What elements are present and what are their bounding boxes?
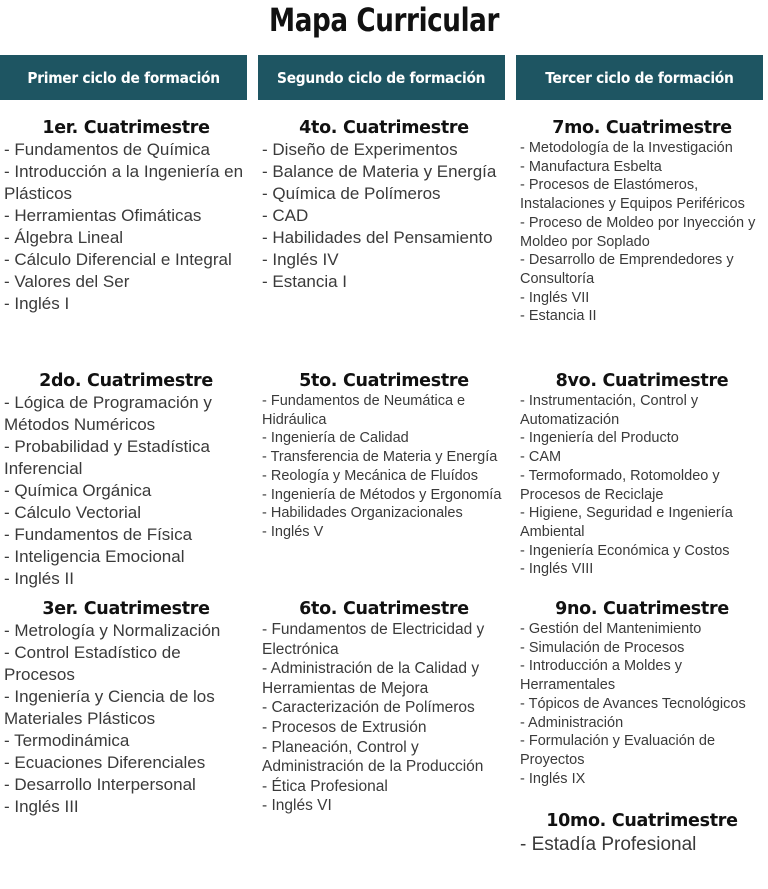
course-list [520,832,764,858]
course-list [4,139,248,315]
course-item: - Valores del Ser [4,272,130,291]
course-item: - Planeación, Control y Administración de la Producción [262,738,484,776]
course-item: - Fundamentos de Física [4,525,193,544]
course-list [262,392,506,542]
course-item: - Termoformado, Rotomoldeo y Procesos de Reciclaje [520,467,720,503]
course-item: - Inglés III [4,797,79,816]
course-list [4,620,248,818]
course-item: - Desarrollo Interpersonal [4,775,196,794]
term-title: 1er. Cuatrimestre [42,118,210,138]
term-block-2 [4,370,248,590]
term-title: 7mo. Cuatrimestre [552,118,732,138]
term-title: 5to. Cuatrimestre [299,371,469,391]
course-item: - Ingeniería de Calidad [262,430,409,447]
cycle-column-3 [516,55,763,855]
course-item: - Ingeniería y Ciencia de los Materiales Plásticos [4,687,215,728]
course-item: - Ingeniería Económica y Costos [520,542,730,559]
course-item: - Química Orgánica [4,481,152,500]
course-item: - Ingeniería del Producto [520,430,679,447]
cycle-column-2 [258,55,505,815]
term-block-4 [262,117,506,293]
course-item: - Habilidades Organizacionales [262,505,463,522]
term-block-5 [262,370,506,542]
course-item: - Herramientas Ofimáticas [4,206,202,225]
course-item: - Formulación y Evaluación de Proyectos [520,733,716,768]
course-item: - Introducción a la Ingeniería en Plásticos [4,162,244,203]
term-title: 3er. Cuatrimestre [42,599,210,619]
course-item: - Balance de Materia y Energía [262,162,497,181]
course-item: - Desarrollo de Emprendedores y Consultoría [520,252,734,287]
course-item: - Simulación de Procesos [520,639,685,656]
course-item: - Estancia II [520,308,597,325]
cycle-header-label: Primer ciclo de formación [27,68,220,87]
course-list [262,620,506,816]
course-item: - Habilidades del Pensamiento [262,228,493,247]
course-item: - Álgebra Lineal [4,228,124,247]
course-item: - Fundamentos de Neumática e Hidráulica [262,393,466,428]
term-title: 10mo. Cuatrimestre [546,811,738,831]
course-item: - Estancia I [262,272,348,291]
course-list [520,392,764,579]
course-item: - Inglés V [262,523,324,540]
course-item: - Inglés II [4,569,74,588]
course-item: - Cálculo Diferencial e Integral [4,250,232,269]
course-list [520,620,764,788]
term-title: 2do. Cuatrimestre [39,371,213,391]
course-item: - Probabilidad y Estadística Inferencial [4,437,210,478]
course-list [262,139,506,293]
term-title: 4to. Cuatrimestre [299,118,469,138]
course-item: - Proceso de Moldeo por Inyección y Moldeo por Soplado [520,214,756,250]
term-block-8 [520,370,764,579]
course-item: - Tópicos de Avances Tecnológicos [520,695,746,712]
course-item: - Química de Polímeros [262,184,441,203]
cycle-column-1 [0,55,247,816]
term-block-7 [520,117,764,326]
course-item: - Fundamentos de Química [4,140,210,159]
course-item: - Metrología y Normalización [4,621,221,640]
course-item: - Reología y Mecánica de Fluídos [262,467,478,484]
course-item: - Introducción a Moldes y Herramentales [520,658,682,694]
course-item: - Ecuaciones Diferenciales [4,753,206,772]
course-item: - Lógica de Programación y Métodos Numéricos [4,393,212,434]
term-block-1 [4,117,248,315]
course-item: - Ética Profesional [262,777,388,795]
course-item: - Control Estadístico de Procesos [4,643,181,684]
course-item: - Inteligencia Emocional [4,547,185,566]
course-item: - Inglés VII [520,289,590,306]
term-title: 6to. Cuatrimestre [299,599,469,619]
course-item: - Fundamentos de Electricidad y Electrónica [262,621,485,658]
course-item: - Inglés IX [520,770,586,787]
term-block-3 [4,598,248,818]
cycle-header [258,55,505,100]
term-block-10 [520,810,764,858]
term-title: 8vo. Cuatrimestre [555,371,729,391]
course-item: - Termodinámica [4,731,130,750]
course-item: - Cálculo Vectorial [4,503,142,522]
course-item: - CAM [520,449,562,466]
course-item: - Procesos de Extrusión [262,718,427,736]
course-item: - Gestión del Mantenimiento [520,621,702,637]
course-item: - Transferencia de Materia y Energía [262,449,498,466]
course-list [520,139,764,326]
course-item: - Estadía Profesional [520,834,697,855]
course-item: - Inglés IV [262,250,339,269]
course-item: - Inglés I [4,294,70,313]
term-block-6 [262,598,506,816]
course-item: - Metodología de la Investigación [520,140,733,156]
cycle-header-label: Tercer ciclo de formación [545,68,734,87]
term-block-9 [520,598,764,788]
cycle-header [0,55,247,100]
term-title: 9no. Cuatrimestre [555,599,729,619]
course-item: - Procesos de Elastómeros, Instalaciones y Equipos Periféricos [520,177,745,213]
course-item: - Administración de la Calidad y Herramientas de Mejora [262,660,480,697]
course-item: - Caracterización de Polímeros [262,699,475,717]
cycle-header [516,55,763,100]
course-item: - Diseño de Experimentos [262,140,458,159]
course-item: - Instrumentación, Control y Automatización [520,393,699,428]
course-item: - Ingeniería de Métodos y Ergonomía [262,486,502,503]
course-item: - Manufactura Esbelta [520,158,662,175]
page-title: Mapa Curricular [269,1,499,39]
course-item: - Inglés VI [262,797,332,815]
course-item: - Administración [520,714,624,731]
course-item: - Higiene, Seguridad e Ingeniería Ambiental [520,505,733,540]
course-item: - CAD [262,206,309,225]
cycle-header-label: Segundo ciclo de formación [277,68,486,87]
course-list [4,392,248,590]
course-item: - Inglés VIII [520,561,594,578]
